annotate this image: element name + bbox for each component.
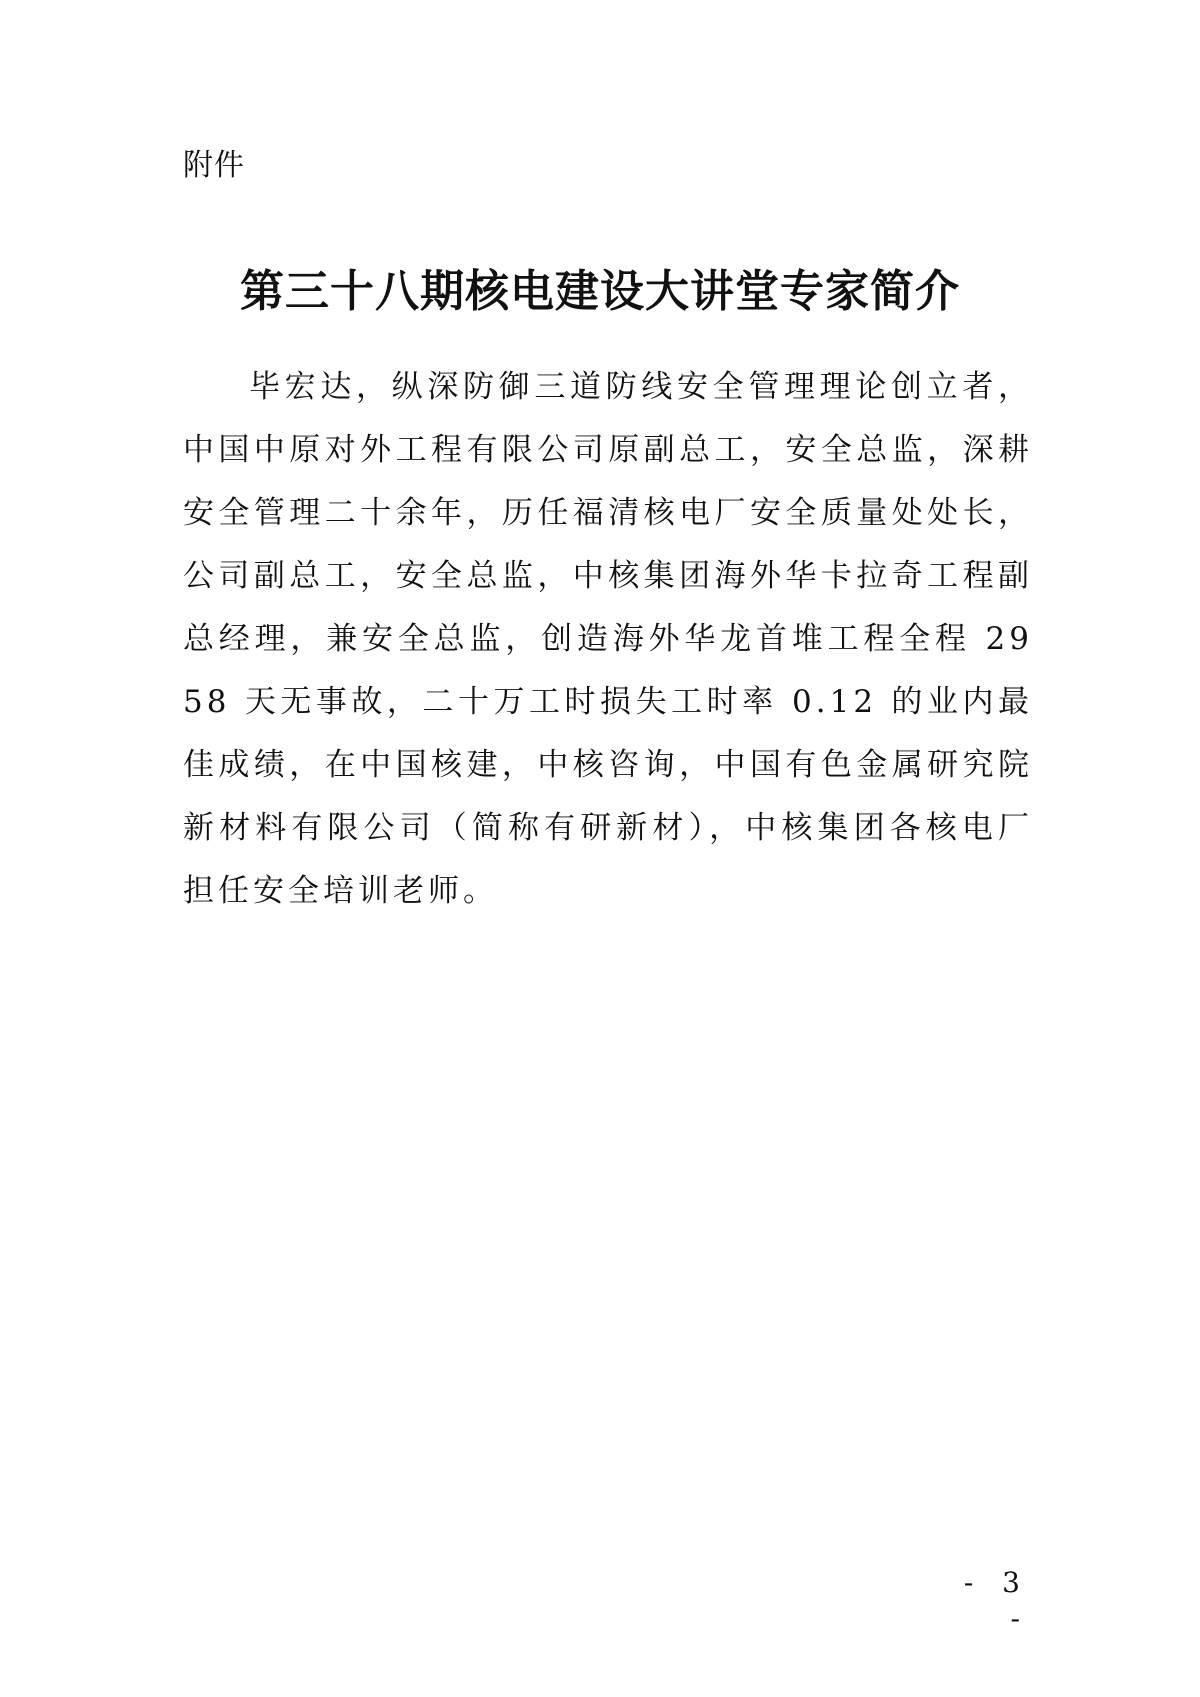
document-title: 第三十八期核电建设大讲堂专家简介 xyxy=(240,266,960,318)
expert-introduction-paragraph: 毕宏达，纵深防御三道防线安全管理理论创立者，中国中原对外工程有限公司原副总工，安全总监，深耕安全管理二十余年，历任福清核电厂安全质量处处长，公司副总工，安全总监，中核集团海外华卡拉奇工程副总经理，兼安全总监，创造海外华龙首堆工程全程 2958 天无事故，二十万工时损失工时率 0.12 的业内最佳成绩，在中国核建，中核咨询，中国有色金属研究院新材料有限公司（简称有研新材），中核集团各核电厂担任安全培训老师。 xyxy=(183,369,1033,909)
page-number: - 3 - xyxy=(963,1566,1030,1635)
attachment-label: 附件 xyxy=(183,148,245,183)
